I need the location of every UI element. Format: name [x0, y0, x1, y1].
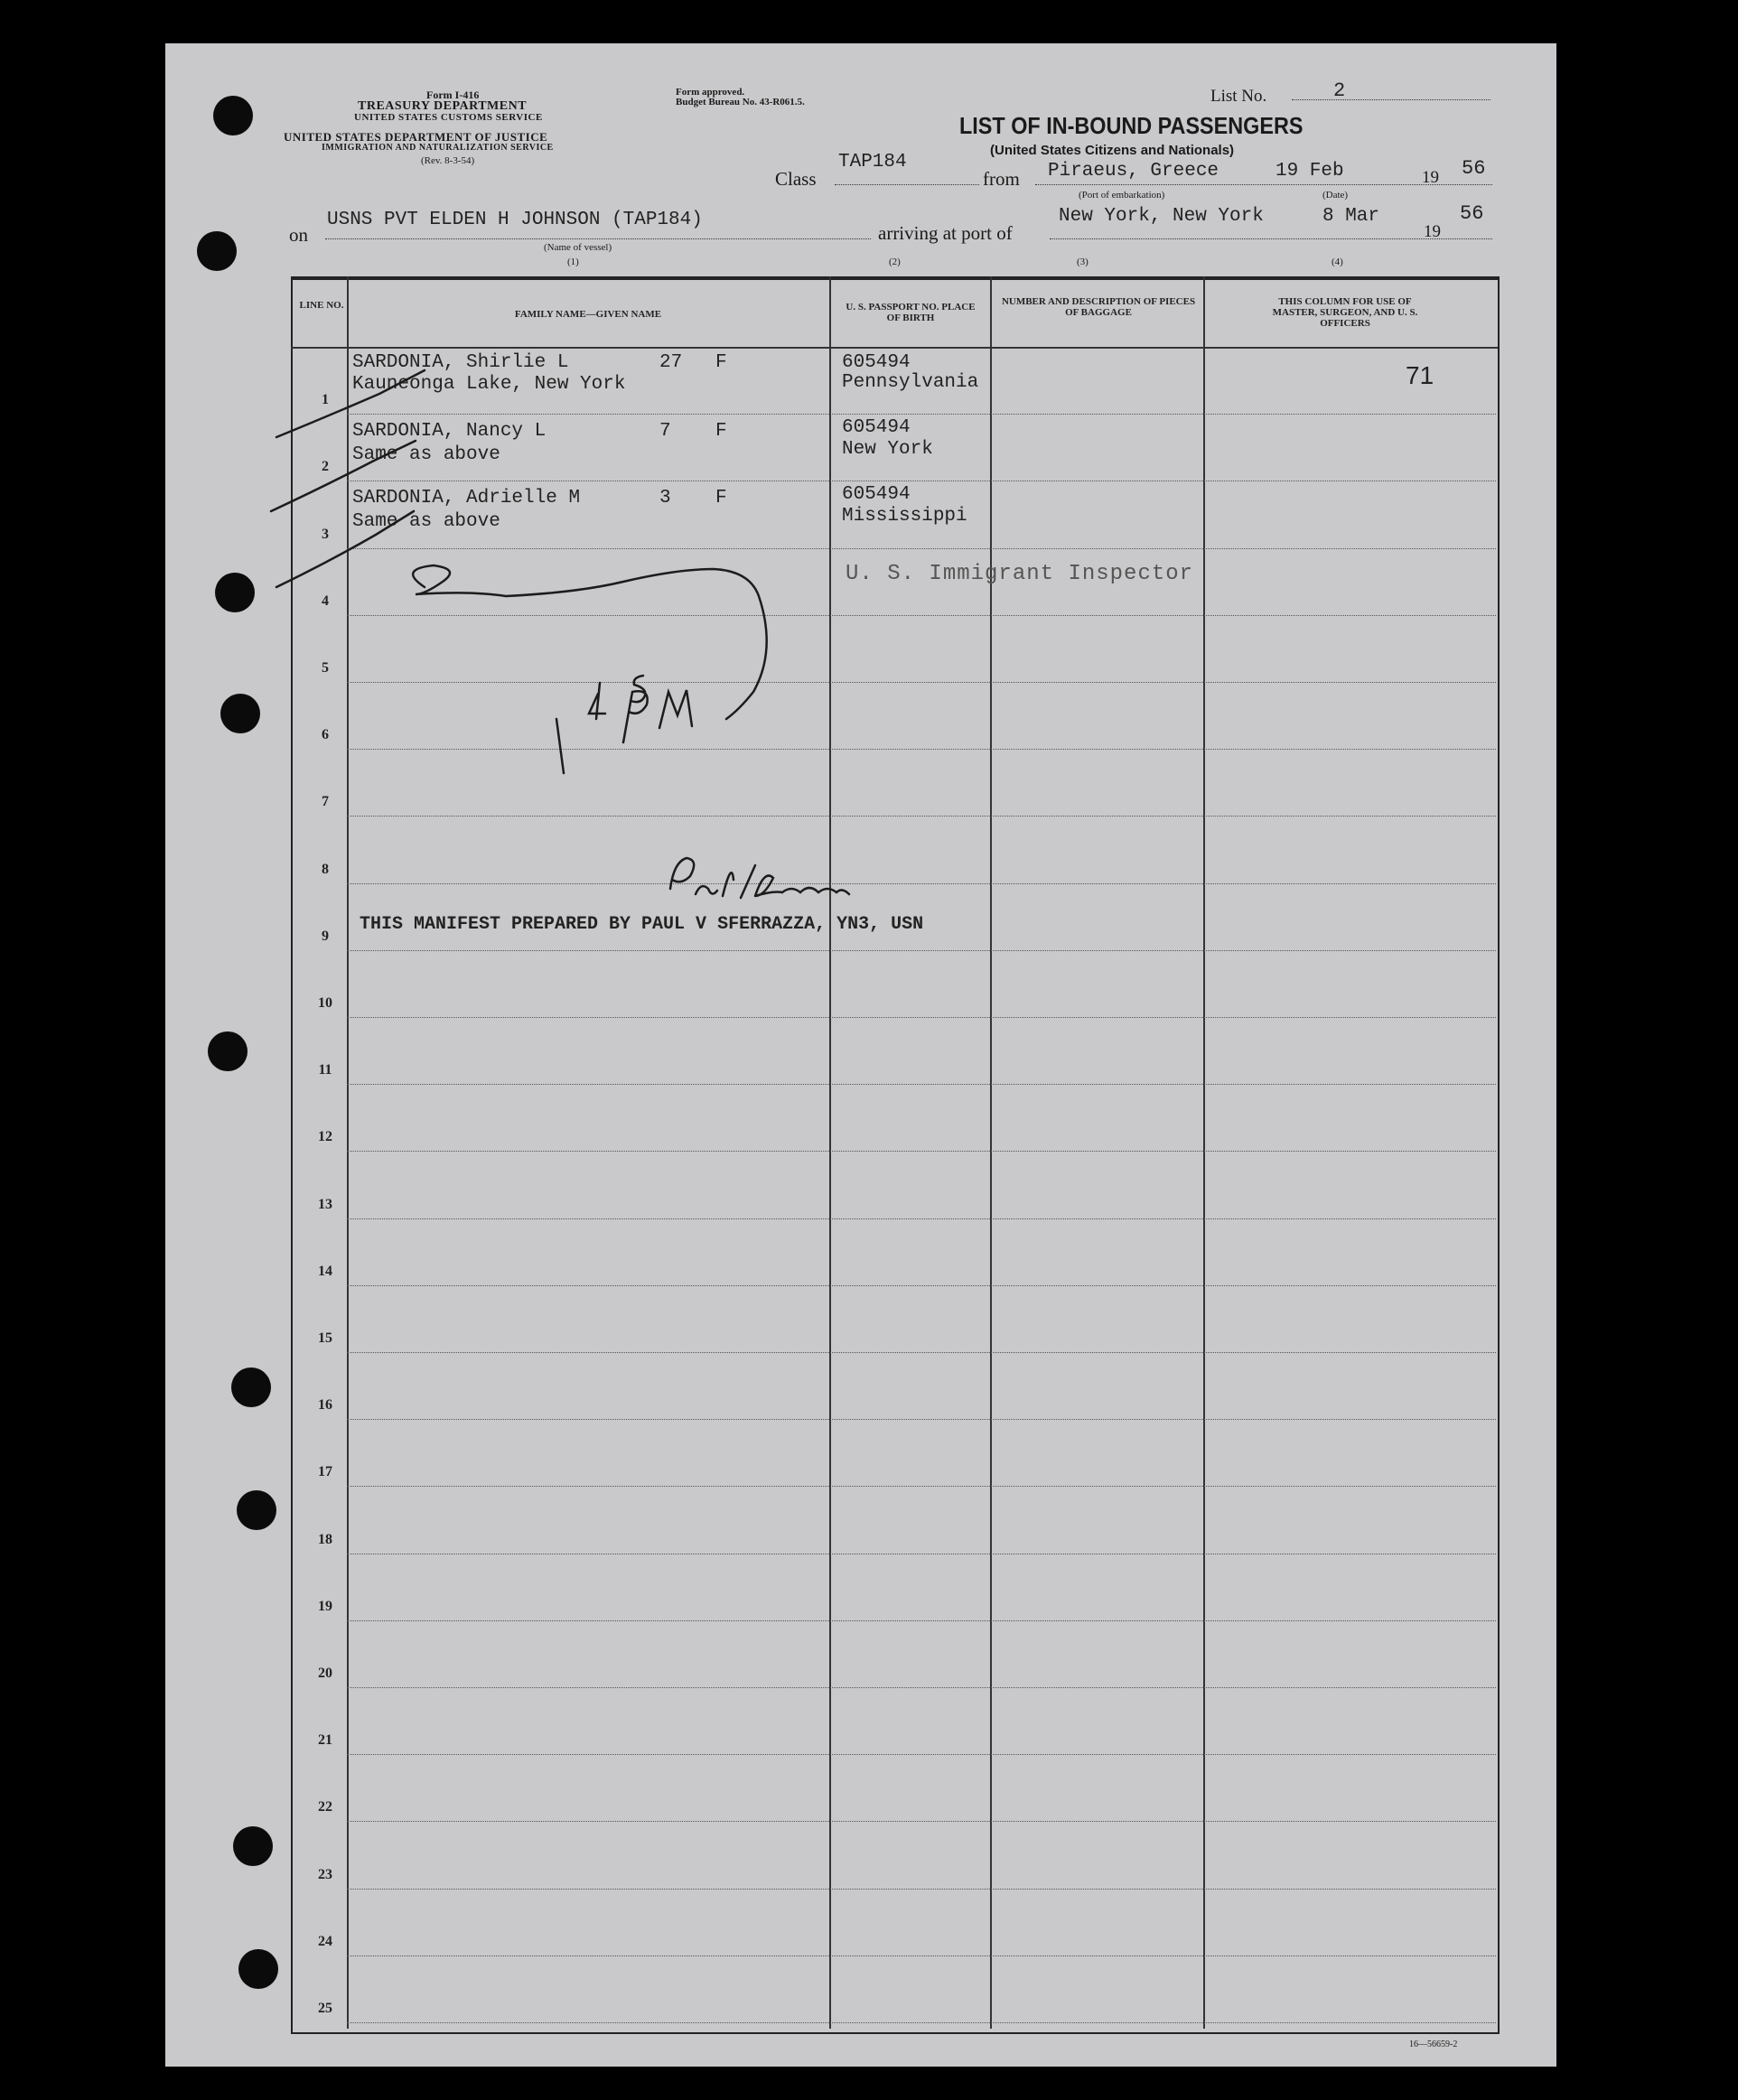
passenger-1-address: Kauneonga Lake, New York [352, 374, 626, 395]
time-note-5 [631, 676, 645, 702]
passenger-1-passport: 605494 [842, 352, 911, 373]
check-mark [276, 511, 414, 587]
inspector-scrawl [413, 565, 767, 719]
port-embarkation: Piraeus, Greece [1048, 161, 1219, 182]
date-caption: (Date) [1322, 190, 1349, 201]
line-number: 12 [318, 1129, 332, 1145]
time-note-1 [556, 719, 564, 773]
printer-code: 16—56659-2 [1409, 2039, 1458, 2049]
passenger-3-name: SARDONIA, Adrielle M [352, 488, 581, 509]
header-baggage: NUMBER AND DESCRIPTION OF PIECES OF BAGGAGE [1001, 296, 1196, 318]
list-title: LIST OF IN-BOUND PASSENGERS [959, 112, 1304, 139]
col-marker-4: (4) [1332, 257, 1343, 267]
passenger-3-address: Same as above [352, 511, 500, 532]
line-number: 11 [318, 1062, 332, 1078]
budget-bureau: Budget Bureau No. 43-R061.5. [676, 97, 805, 107]
col-marker-3: (3) [1077, 257, 1089, 267]
line-number: 24 [318, 1933, 332, 1949]
form-approved: Form approved. [676, 87, 745, 98]
line-number: 18 [318, 1531, 332, 1547]
line-number: 15 [318, 1330, 332, 1346]
passenger-2-passport: 605494 [842, 417, 911, 438]
line-number: 4 [322, 593, 329, 609]
justice-dept: UNITED STATES DEPARTMENT OF JUSTICE [284, 130, 548, 144]
year-prefix-1: 19 [1422, 168, 1439, 187]
line-number: 14 [318, 1263, 332, 1279]
line-number: 6 [322, 727, 329, 743]
port-arrival: New York, New York [1059, 206, 1264, 227]
line-number: 7 [322, 794, 329, 810]
date-arrival: 8 Mar [1322, 206, 1380, 227]
line-number: 22 [318, 1799, 332, 1815]
passenger-2-sex: F [715, 421, 727, 442]
line-number: 10 [318, 995, 332, 1011]
ins-service: IMMIGRATION AND NATURALIZATION SERVICE [322, 143, 554, 153]
line-number: 3 [322, 526, 329, 542]
col-marker-1: (1) [567, 257, 579, 267]
class-label: Class [775, 168, 817, 190]
inspector-stamp: U. S. Immigrant Inspector [846, 562, 1194, 586]
line-number: 13 [318, 1196, 332, 1212]
line-number: 25 [318, 2001, 332, 2016]
vessel-name: USNS PVT ELDEN H JOHNSON (TAP184) [327, 210, 703, 230]
passenger-1-birthplace: Pennsylvania [842, 372, 979, 393]
line-number: 21 [318, 1732, 332, 1749]
line-number: 16 [318, 1397, 332, 1414]
year-embarkation: 56 [1462, 157, 1486, 180]
from-label: from [983, 168, 1020, 190]
list-subtitle: (United States Citizens and Nationals) [990, 143, 1235, 158]
passenger-2-birthplace: New York [842, 439, 933, 460]
revision-date: (Rev. 8-3-54) [421, 155, 475, 166]
passenger-1-sex: F [715, 352, 727, 373]
line-number: 9 [322, 928, 329, 944]
on-label: on [289, 224, 308, 246]
header-name: FAMILY NAME—GIVEN NAME [514, 309, 662, 320]
line-number: 23 [318, 1866, 332, 1882]
passenger-2-address: Same as above [352, 444, 500, 465]
treasury-dept: TREASURY DEPARTMENT [358, 99, 528, 113]
passenger-3-age: 3 [659, 488, 671, 509]
check-mark [271, 441, 416, 511]
header-line-no: LINE NO. [299, 300, 344, 311]
class-value: TAP184 [838, 152, 907, 173]
year-prefix-2: 19 [1424, 222, 1441, 241]
header-passport: U. S. PASSPORT NO. PLACE OF BIRTH [846, 302, 976, 323]
col-marker-2: (2) [889, 257, 901, 267]
vessel-caption: (Name of vessel) [544, 242, 612, 253]
date-embarkation: 19 Feb [1275, 161, 1344, 182]
line-number: 19 [318, 1598, 332, 1614]
line-number: 17 [318, 1464, 332, 1480]
header-officers: THIS COLUMN FOR USE OF MASTER, SURGEON, AND U. S. OFFICERS [1272, 296, 1418, 329]
line-number: 5 [322, 660, 329, 676]
line-number: 20 [318, 1666, 332, 1681]
passenger-3-passport: 605494 [842, 484, 911, 505]
preparer-line: THIS MANIFEST PREPARED BY PAUL V SFERRAZZA, YN3, USN [360, 914, 924, 935]
passenger-2-name: SARDONIA, Nancy L [352, 421, 547, 442]
line-number: 8 [322, 861, 329, 877]
passenger-3-sex: F [715, 488, 727, 509]
signature-line [670, 858, 849, 898]
year-arrival: 56 [1460, 202, 1484, 225]
line-number: 2 [322, 459, 329, 475]
passenger-1-officer-note: 71 [1406, 361, 1434, 389]
passenger-3-birthplace: Mississippi [842, 506, 967, 527]
form-number: Form I-416 [426, 89, 480, 101]
customs-service: UNITED STATES CUSTOMS SERVICE [354, 112, 543, 123]
list-no-label: List No. [1210, 87, 1267, 106]
passenger-1-name: SARDONIA, Shirlie L [352, 352, 569, 373]
time-note-4 [589, 683, 605, 719]
arriving-label: arriving at port of [878, 222, 1013, 244]
line-number: 1 [322, 392, 329, 408]
list-no-value: 2 [1333, 79, 1346, 102]
port-embark-caption: (Port of embarkation) [1079, 190, 1165, 201]
passenger-1-age: 27 [659, 352, 683, 373]
time-note-pm [623, 690, 692, 742]
passenger-2-age: 7 [659, 421, 671, 442]
check-mark [276, 370, 425, 437]
